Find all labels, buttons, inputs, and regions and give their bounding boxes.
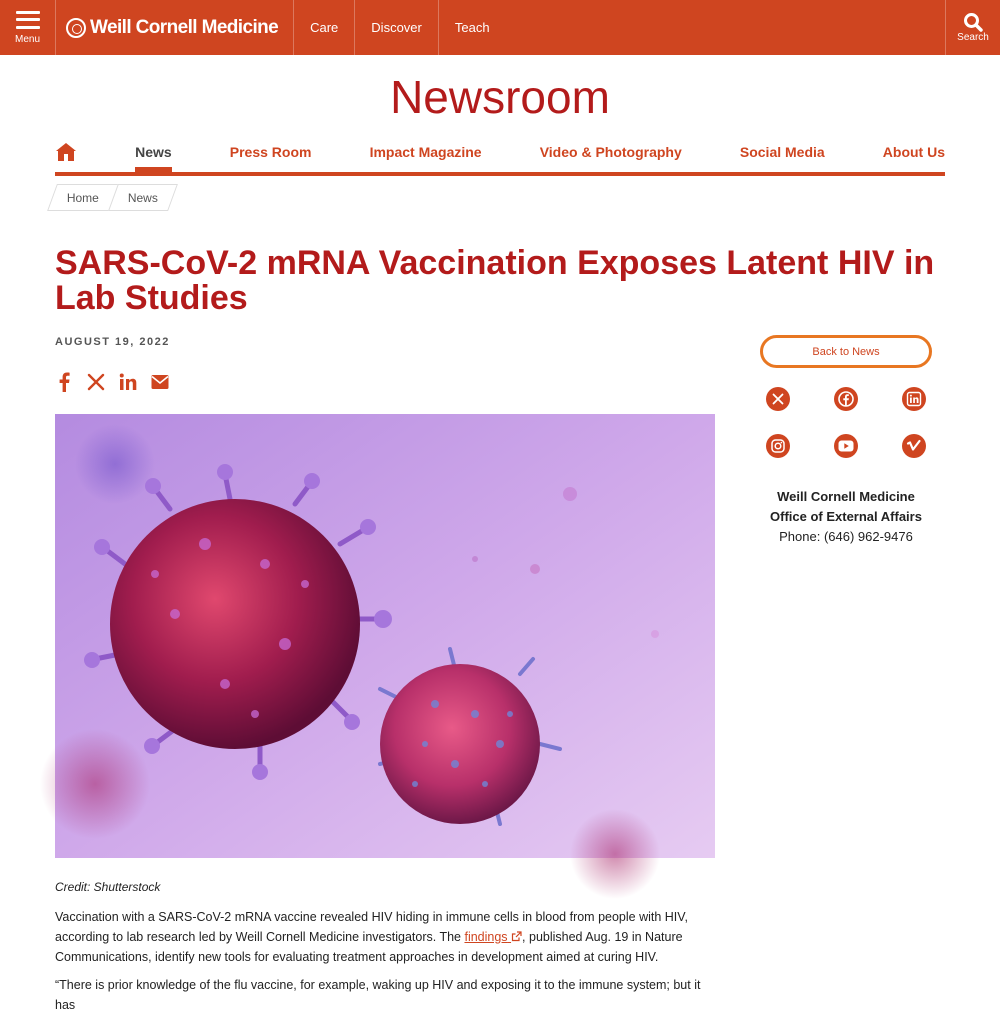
facebook-icon[interactable] [834,387,858,411]
top-link-teach[interactable]: Teach [454,20,490,35]
top-bar [0,0,1000,55]
x-icon[interactable] [766,387,790,411]
social-links [766,387,926,458]
email-share-icon[interactable] [151,372,169,392]
nav-item-press-room[interactable]: Press Room [229,144,312,160]
cornell-seal-icon [66,18,86,38]
contact-office: Office of External Affairs [770,509,922,524]
breadcrumb-news[interactable] [108,184,178,211]
hamburger-icon [16,11,40,29]
top-link-discover[interactable]: Discover [355,0,439,55]
article-hero-image [55,414,715,858]
brand-logo[interactable] [56,0,294,55]
article-paragraph-2: “There is prior knowledge of the flu vaccine, for example, waking up HIV and exposing it to the immune system; but it has [55,978,701,1012]
contact-block [746,487,946,547]
nav-item-social-media[interactable]: Social Media [739,144,825,160]
linkedin-icon[interactable] [902,387,926,411]
brand-name: Weill Cornell Medicine [90,16,279,38]
nav-item-news[interactable]: News [135,132,172,172]
search-label: Search [957,32,989,43]
share-bar [55,372,169,392]
vimeo-icon[interactable] [902,434,926,458]
search-button[interactable] [945,0,1000,55]
back-to-news-button[interactable]: Back to News [760,335,932,368]
breadcrumb [52,184,172,211]
findings-link[interactable] [464,930,522,944]
top-link-care[interactable]: Care [294,0,355,55]
x-share-icon[interactable] [87,372,105,392]
main-nav [55,132,945,176]
breadcrumb-home-label: Home [67,190,100,205]
external-link-icon [511,931,522,942]
article-date: AUGUST 19, 2022 [55,336,170,348]
newsroom-title: Newsroom [390,71,610,123]
facebook-share-icon[interactable] [55,372,73,392]
nav-item-about-us[interactable]: About Us [882,144,945,160]
breadcrumb-home[interactable] [47,184,119,211]
article-title: SARS-CoV-2 mRNA Vaccination Exposes Latent HIV in Lab Studies [55,244,935,317]
paragraph-1-text-a: Vaccination with a SARS-CoV-2 mRNA vaccine revealed HIV hiding in immune cells in blood from people with HIV, according to lab research led by Weill Cornell Medicine investigators. The [55,910,688,944]
nav-item-video-photography[interactable]: Video & Photography [539,144,682,160]
menu-label: Menu [14,33,40,45]
linkedin-share-icon[interactable] [119,372,137,392]
contact-phone: Phone: (646) 962-9476 [779,529,913,544]
home-icon[interactable] [55,142,77,162]
breadcrumb-news-label: News [128,190,159,205]
search-icon [963,12,983,32]
article-paragraph-1 [55,907,720,967]
image-credit: Credit: Shutterstock [55,880,161,894]
menu-button[interactable] [0,0,56,55]
findings-link-label: findings [464,930,508,944]
youtube-icon[interactable] [834,434,858,458]
contact-org: Weill Cornell Medicine [777,489,915,504]
instagram-icon[interactable] [766,434,790,458]
paragraph-1-text-b: , published Aug. 19 in Nature Communications, identify new tools for evaluating treatment approaches in development aimed at curing HIV. [55,930,683,964]
nav-item-impact-magazine[interactable]: Impact Magazine [369,144,482,160]
